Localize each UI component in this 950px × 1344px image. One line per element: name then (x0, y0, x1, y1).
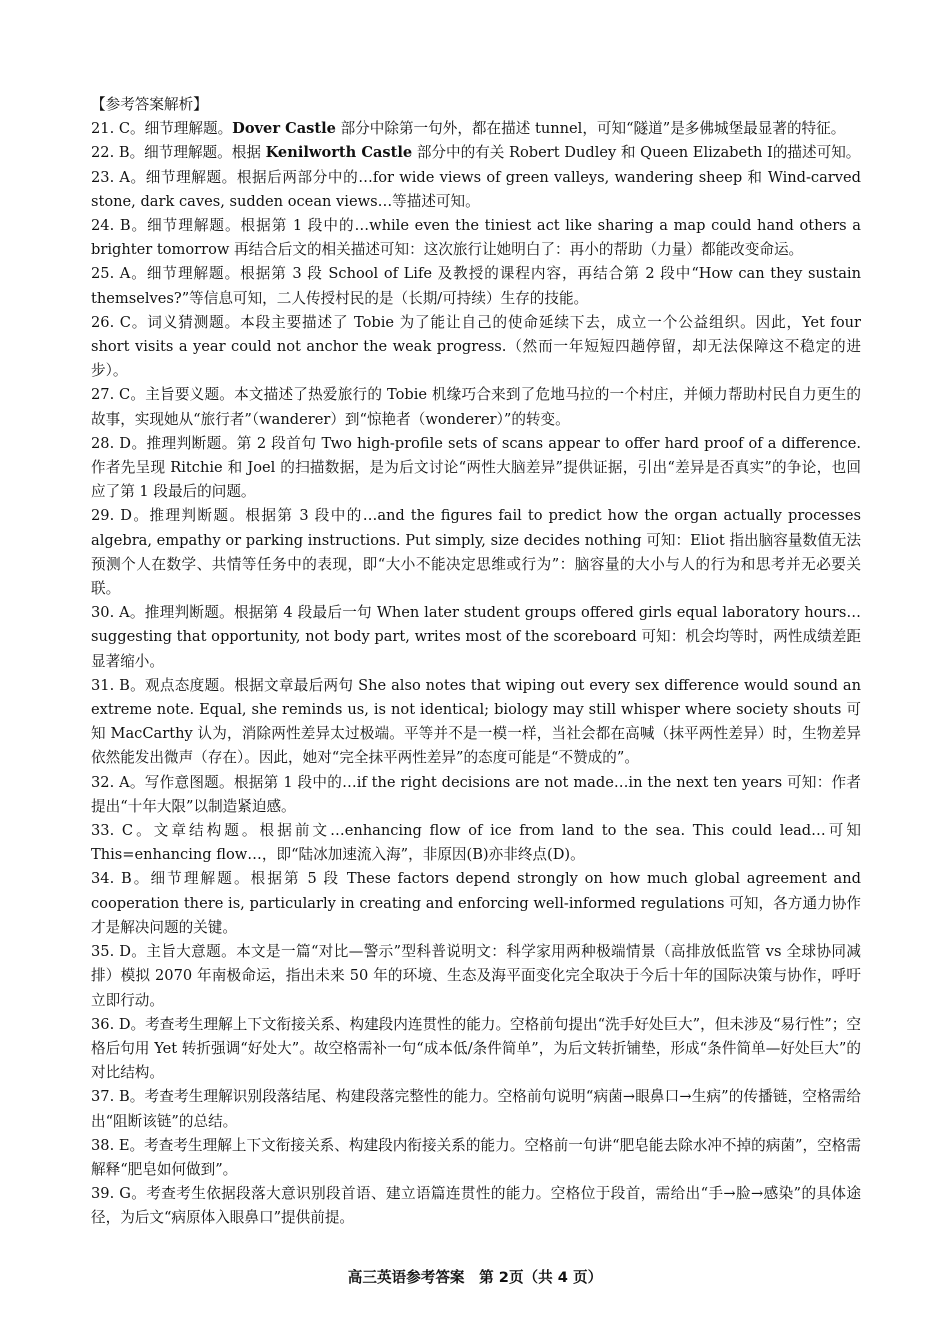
section-heading: 【参考答案解析】 (91, 96, 208, 113)
answer-text: 23. A。细节理解题。根据后两部分中的…for wide views of green valleys, wandering sheep 和 Wind-carved stone, dark caves, sudden ocean views…等描述可知。 (91, 168, 861, 210)
answer-item (91, 674, 861, 771)
answer-text: 29. D。推理判断题。根据第 3 段中的…and the figures fail to predict how the organ actually processes algebra, empathy or parking instructions. Put simply, size decides nothing 可知：Eliot 指出脑容量数值无法预测个人在数学、共情等任务中的表现，即“大小不能决定思维或行为”：脑容量的大小与人的行为和思考并无必要关联。 (91, 507, 861, 598)
answer-text: 38. E。考查考生理解上下文衔接关系、构建段内衔接关系的能力。空格前一句讲“肥皂能去除水冲不掉的病菌”，空格需解释“肥皂如何做到”。 (91, 1136, 861, 1178)
answer-text: 部分中的有关 Robert Dudley 和 Queen Elizabeth Ⅰ的描述可知。 (412, 144, 861, 162)
answer-item (91, 940, 861, 1013)
answer-item (91, 141, 861, 165)
answer-text: 35. D。主旨大意题。本文是一篇“对比—警示”型科普说明文：科学家用两种极端情景（高排放低监管 vs 全球协同减排）模拟 2070 年南极命运，指出未来 50 年的环境、生态及海平面变化完全取决于今后十年的国际决策与协作，呼吁立即行动。 (91, 943, 861, 1009)
answer-item (91, 432, 861, 505)
answer-text: 21. C。细节理解题。 (91, 120, 233, 138)
answer-text: 37. B。考查考生理解识别段落结尾、构建段落完整性的能力。空格前句说明“病菌→眼鼻口→生病”的传播链，空格需给出“阻断该链”的总结。 (91, 1088, 861, 1130)
answer-item (91, 819, 861, 867)
answer-item (91, 1134, 861, 1182)
answer-bold-term: Dover Castle (232, 120, 336, 138)
answer-item (91, 311, 861, 384)
answer-text: 32. A。写作意图题。根据第 1 段中的…if the right decisions are not made…in the next ten years 可知：作者提出“十年大限”以制造紧迫感。 (91, 773, 861, 815)
answer-item (91, 214, 861, 262)
answer-text: 28. D。推理判断题。第 2 段首句 Two high-profile sets of scans appear to offer hard proof of a difference. 作者先呈现 Ritchie 和 Joel 的扫描数据，是为后文讨论“两性大脑差异”提供证据，引出“差异是否真实”的争论，也回应了第 1 段最后的问题。 (91, 434, 861, 501)
answer-item (91, 166, 861, 214)
answer-text: 22. B。细节理解题。根据 (91, 144, 266, 162)
answer-list (91, 117, 861, 1230)
answer-text: 30. A。推理判断题。根据第 4 段最后一句 When later student groups offered girls equal laboratory hours…suggesting that opportunity, not body part, writes most of the scoreboard 可知：机会均等时，两性成绩差距显著缩小。 (91, 604, 861, 670)
page-footer: 高三英语参考答案 第 2页（共 4 页） (347, 1269, 603, 1286)
answer-text: 部分中除第一句外，都在描述 tunnel，可知“隧道”是多佛城堡最显著的特征。 (335, 120, 846, 138)
answer-document (91, 93, 861, 1231)
answer-item (91, 504, 861, 601)
answer-text: 26. C。词义猜测题。本段主要描述了 Tobie 为了能让自己的使命延续下去，成立一个公益组织。因此，Yet four short visits a year could not anchor the weak progress.（然而一年短短四趟停留，却无法保障这不稳定的进步）。 (91, 313, 861, 380)
answer-text: 27. C。主旨要义题。本文描述了热爱旅行的 Tobie 机缘巧合来到了危地马拉的一个村庄，并倾力帮助村民自力更生的故事，实现她从“旅行者”（wanderer）到“惊艳者（wonderer）”的转变。 (91, 386, 861, 428)
answer-text: 36. D。考查考生理解上下文衔接关系、构建段内连贯性的能力。空格前句提出“洗手好处巨大”，但未涉及“易行性”；空格后句用 Yet 转折强调“好处大”。故空格需补一句“成本低/条件简单”，为后文转折铺垫，形成“条件简单—好处巨大”的对比结构。 (91, 1015, 861, 1082)
answer-text: 33. C。文章结构题。根据前文…enhancing flow of ice from land to the sea. This could lead…可知 This=enhancing flow…，即“陆冰加速流入海”，非原因(B)亦非终点(D)。 (91, 822, 861, 864)
answer-text: 31. B。观点态度题。根据文章最后两句 She also notes that wiping out every sex difference would sound an extreme note. Equal, she reminds us, is not identical; biology may still whisper where society shouts 可知 MacCarthy 认为，消除两性差异太过极端。平等并不是一模一样，当社会都在高喊（抹平两性差异）时，生物差异依然能发出微声（存在）。因此，她对“完全抹平两性差异”的态度可能是“不赞成的”。 (91, 676, 861, 767)
answer-text: 24. B。细节理解题。根据第 1 段中的…while even the tiniest act like sharing a map could hand others a brighter tomorrow 再结合后文的相关描述可知：这次旅行让她明白了：再小的帮助（力量）都能改变命运。 (91, 217, 861, 259)
answer-item (91, 867, 861, 940)
answer-item (91, 1085, 861, 1133)
answer-item (91, 117, 861, 141)
answer-item (91, 383, 861, 431)
answer-item (91, 601, 861, 674)
answer-text: 39. G。考查考生依据段落大意识别段首语、建立语篇连贯性的能力。空格位于段首，需给出“手→脸→感染”的具体途径，为后文“病原体入眼鼻口”提供前提。 (91, 1185, 861, 1227)
answer-item (91, 1013, 861, 1086)
answer-item (91, 262, 861, 310)
answer-bold-term: Kenilworth Castle (265, 144, 413, 162)
answer-text: 25. A。细节理解题。根据第 3 段 School of Life 及教授的课程内容，再结合第 2 段中“How can they sustain themselves?”等信息可知，二人传授村民的是（长期/可持续）生存的技能。 (91, 265, 861, 307)
answer-item (91, 1182, 861, 1230)
answer-text: 34. B。细节理解题。根据第 5 段 These factors depend strongly on how much global agreement and cooperation there is, particularly in creating and enforcing well-informed regulations 可知，各方通力协作才是解决问题的关键。 (91, 870, 861, 936)
answer-item (91, 771, 861, 819)
